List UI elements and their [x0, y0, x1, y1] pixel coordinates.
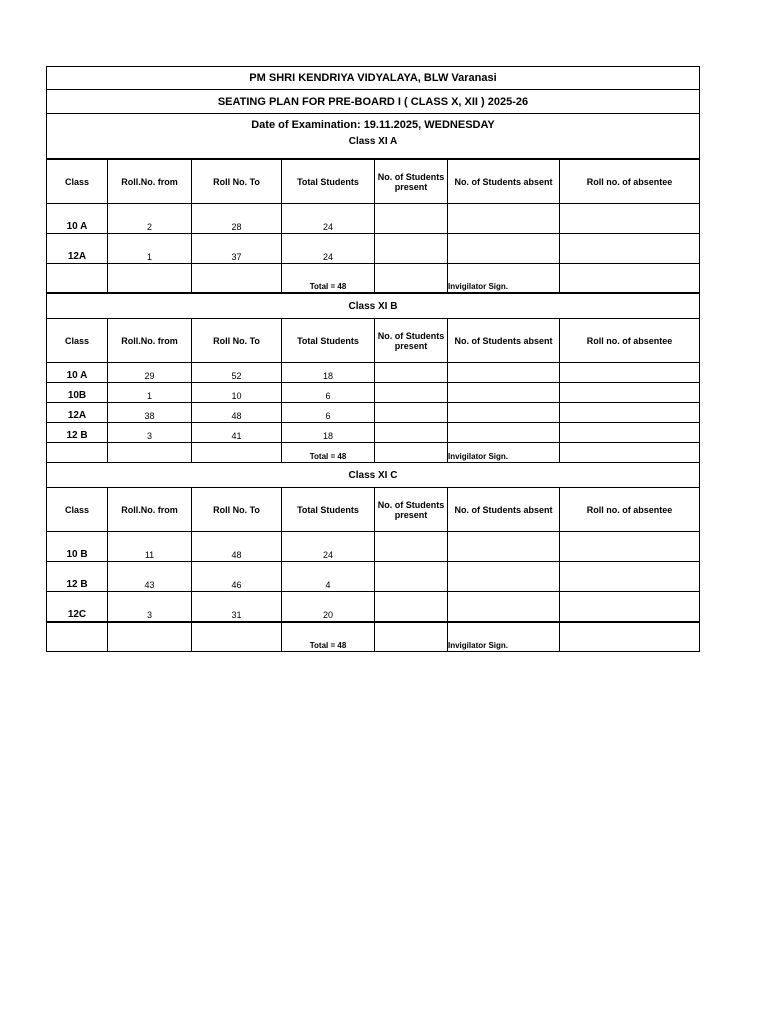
invigilator-sign-label: Invigilator Sign.: [448, 443, 560, 463]
absent-cell[interactable]: [448, 204, 560, 234]
school-name: PM SHRI KENDRIYA VIDYALAYA, BLW Varanasi: [47, 67, 700, 90]
total-cell: 20: [282, 592, 375, 623]
column-header-roll-from: Roll.No. from: [108, 488, 192, 532]
roll-from-cell: 3: [108, 423, 192, 443]
absentee-roll-cell[interactable]: [560, 562, 700, 592]
column-header-total: Total Students: [282, 319, 375, 363]
section-class-xi-a: [47, 136, 700, 293]
present-cell[interactable]: [375, 532, 448, 562]
roll-to-cell: 37: [192, 234, 282, 264]
roll-from-cell: 2: [108, 204, 192, 234]
total-cell: 24: [282, 204, 375, 234]
section-title: Class XI C: [47, 463, 700, 488]
invigilator-sign-cell[interactable]: [560, 443, 700, 463]
column-header-absentee-roll: Roll no. of absentee: [560, 319, 700, 363]
absentee-roll-cell[interactable]: [560, 363, 700, 383]
column-header-class: Class: [47, 159, 108, 204]
class-cell: 12A: [47, 403, 108, 423]
column-header-class: Class: [47, 319, 108, 363]
present-cell[interactable]: [375, 234, 448, 264]
column-header-absentee-roll: Roll no. of absentee: [560, 159, 700, 204]
roll-to-cell: 46: [192, 562, 282, 592]
total-cell: 6: [282, 403, 375, 423]
column-header-absent: No. of Students absent: [448, 159, 560, 204]
column-header-absent: No. of Students absent: [448, 319, 560, 363]
total-row: [47, 622, 700, 652]
roll-from-cell: 38: [108, 403, 192, 423]
table-row: [47, 234, 700, 264]
total-cell: 24: [282, 532, 375, 562]
roll-to-cell: 48: [192, 403, 282, 423]
present-cell[interactable]: [375, 403, 448, 423]
roll-from-cell: 29: [108, 363, 192, 383]
total-row: [47, 264, 700, 294]
absent-cell[interactable]: [448, 383, 560, 403]
roll-to-cell: 31: [192, 592, 282, 623]
class-cell: 10 A: [47, 204, 108, 234]
section-class-xi-b: [47, 293, 700, 463]
total-cell: 6: [282, 383, 375, 403]
absent-cell[interactable]: [448, 234, 560, 264]
absent-cell[interactable]: [448, 562, 560, 592]
roll-from-cell: 43: [108, 562, 192, 592]
roll-from-cell: 3: [108, 592, 192, 623]
total-cell: 18: [282, 423, 375, 443]
column-header-roll-to: Roll No. To: [192, 159, 282, 204]
present-cell[interactable]: [375, 423, 448, 443]
absent-cell[interactable]: [448, 532, 560, 562]
class-cell: 10 A: [47, 363, 108, 383]
invigilator-sign-label: Invigilator Sign.: [448, 264, 560, 294]
plan-title: SEATING PLAN FOR PRE-BOARD I ( CLASS X, XII ) 2025-26: [47, 90, 700, 114]
class-cell: 12C: [47, 592, 108, 623]
roll-to-cell: 52: [192, 363, 282, 383]
present-cell[interactable]: [375, 204, 448, 234]
column-header-total: Total Students: [282, 488, 375, 532]
absent-cell[interactable]: [448, 423, 560, 443]
column-header-absentee-roll: Roll no. of absentee: [560, 488, 700, 532]
total-label: Total = 48: [282, 264, 375, 294]
invigilator-sign-label: Invigilator Sign.: [448, 622, 560, 652]
class-cell: 10 B: [47, 532, 108, 562]
invigilator-sign-cell[interactable]: [560, 264, 700, 294]
total-cell: 24: [282, 234, 375, 264]
present-cell[interactable]: [375, 562, 448, 592]
table-row: [47, 383, 700, 403]
present-cell[interactable]: [375, 363, 448, 383]
seating-plan-sheet: [46, 66, 699, 652]
table-row: [47, 403, 700, 423]
total-label: Total = 48: [282, 443, 375, 463]
column-header-present: No. of Students present: [375, 488, 448, 532]
exam-date: Date of Examination: 19.11.2025, WEDNESDAY: [47, 114, 700, 137]
absentee-roll-cell[interactable]: [560, 403, 700, 423]
table-row: [47, 363, 700, 383]
section-title: Class XI B: [47, 293, 700, 319]
column-header-roll-to: Roll No. To: [192, 319, 282, 363]
table-row: [47, 592, 700, 623]
absentee-roll-cell[interactable]: [560, 383, 700, 403]
column-header-class: Class: [47, 488, 108, 532]
column-header-present: No. of Students present: [375, 159, 448, 204]
seating-plan-table: [46, 66, 700, 652]
absent-cell[interactable]: [448, 592, 560, 623]
roll-from-cell: 1: [108, 383, 192, 403]
total-label: Total = 48: [282, 622, 375, 652]
present-cell[interactable]: [375, 592, 448, 623]
roll-to-cell: 41: [192, 423, 282, 443]
table-row: [47, 532, 700, 562]
absentee-roll-cell[interactable]: [560, 423, 700, 443]
absentee-roll-cell[interactable]: [560, 532, 700, 562]
column-header-roll-from: Roll.No. from: [108, 159, 192, 204]
section-class-xi-c: [47, 463, 700, 652]
class-cell: 10B: [47, 383, 108, 403]
roll-from-cell: 11: [108, 532, 192, 562]
total-cell: 4: [282, 562, 375, 592]
class-cell: 12 B: [47, 423, 108, 443]
table-row: [47, 423, 700, 443]
section-title: Class XI A: [47, 136, 700, 159]
table-row: [47, 204, 700, 234]
roll-from-cell: 1: [108, 234, 192, 264]
absentee-roll-cell[interactable]: [560, 592, 700, 623]
table-row: [47, 562, 700, 592]
roll-to-cell: 28: [192, 204, 282, 234]
total-cell: 18: [282, 363, 375, 383]
invigilator-sign-cell[interactable]: [560, 622, 700, 652]
absentee-roll-cell[interactable]: [560, 204, 700, 234]
absent-cell[interactable]: [448, 403, 560, 423]
column-header-roll-from: Roll.No. from: [108, 319, 192, 363]
column-header-absent: No. of Students absent: [448, 488, 560, 532]
column-header-total: Total Students: [282, 159, 375, 204]
total-row: [47, 443, 700, 463]
absentee-roll-cell[interactable]: [560, 234, 700, 264]
column-header-present: No. of Students present: [375, 319, 448, 363]
roll-to-cell: 10: [192, 383, 282, 403]
column-header-roll-to: Roll No. To: [192, 488, 282, 532]
roll-to-cell: 48: [192, 532, 282, 562]
class-cell: 12 B: [47, 562, 108, 592]
absent-cell[interactable]: [448, 363, 560, 383]
present-cell[interactable]: [375, 383, 448, 403]
class-cell: 12A: [47, 234, 108, 264]
